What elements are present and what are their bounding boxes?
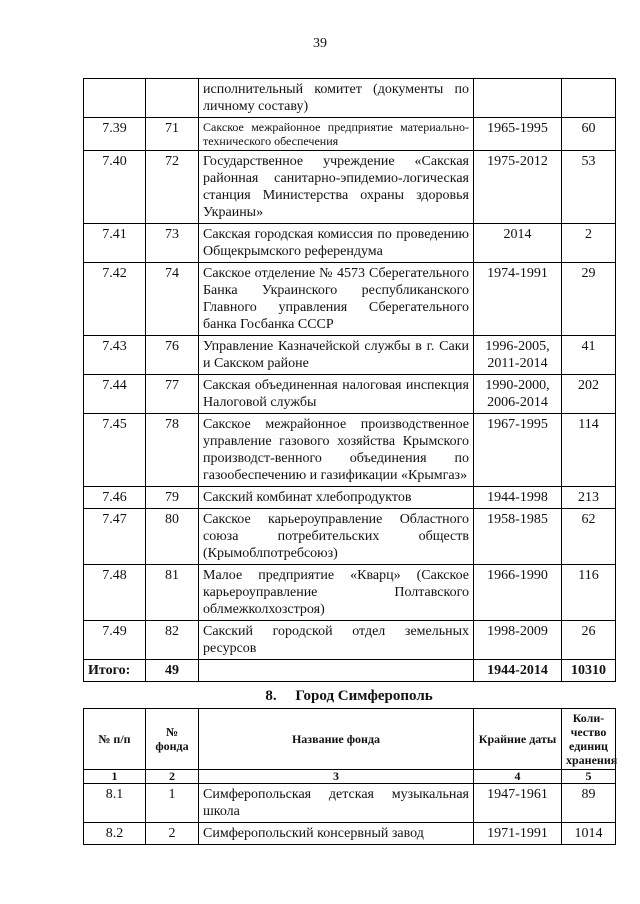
cell-num: 7.49 bbox=[84, 621, 146, 660]
header-row bbox=[84, 709, 616, 770]
cell-count: 53 bbox=[562, 151, 616, 224]
index-cell: 5 bbox=[562, 770, 616, 784]
cell-count: 2 bbox=[562, 224, 616, 263]
cell-name: Сакское межрайонное предприятие материально-технического обеспечения bbox=[199, 118, 474, 151]
cell-num: 7.42 bbox=[84, 263, 146, 336]
cell-name: Сакское межрайонное производственное управление газового хозяйства Крымского производст-венного объединения по газообеспечению и газификации «Крымгаз» bbox=[199, 414, 474, 487]
cell-name: Управление Казначейской службы в г. Саки и Сакском районе bbox=[199, 336, 474, 375]
cell-num: 8.2 bbox=[84, 823, 146, 845]
cell-fund: 82 bbox=[146, 621, 199, 660]
total-count: 10310 bbox=[562, 660, 616, 682]
header-fund: № фонда bbox=[146, 709, 199, 770]
total-dates: 1944-2014 bbox=[474, 660, 562, 682]
cell-num: 7.40 bbox=[84, 151, 146, 224]
section-name: Город Симферополь bbox=[295, 688, 433, 704]
cell-name: Сакское карьероуправление Областного союза потребительских обществ (Крымоблпотребсоюз) bbox=[199, 509, 474, 565]
cell-name: Сакский городской отдел земельных ресурсов bbox=[199, 621, 474, 660]
cell-fund: 80 bbox=[146, 509, 199, 565]
cell-count: 26 bbox=[562, 621, 616, 660]
cell-num: 7.47 bbox=[84, 509, 146, 565]
header-name: Название фонда bbox=[199, 709, 474, 770]
cell-dates: 1967-1995 bbox=[474, 414, 562, 487]
cell-count: 1014 bbox=[562, 823, 616, 845]
table-row bbox=[84, 263, 616, 336]
total-label: Итого: bbox=[84, 660, 146, 682]
cell-fund: 72 bbox=[146, 151, 199, 224]
cell-name: Государственное учреждение «Сакская районная санитарно-эпидемио-логическая станция Министерства охраны здоровья Украины» bbox=[199, 151, 474, 224]
cell-name: Малое предприятие «Кварц» (Сакское карьероуправление Полтавского облмежколхозстроя) bbox=[199, 565, 474, 621]
table-row bbox=[84, 118, 616, 151]
cell-dates: 1966-1990 bbox=[474, 565, 562, 621]
cell-num: 7.46 bbox=[84, 487, 146, 509]
cell-fund: 78 bbox=[146, 414, 199, 487]
cell-count: 62 bbox=[562, 509, 616, 565]
cell-name: Сакская городская комиссия по проведению Общекрымского референдума bbox=[199, 224, 474, 263]
cell-num: 7.39 bbox=[84, 118, 146, 151]
cell-fund: 1 bbox=[146, 784, 199, 823]
cell-dates: 1990-2000, 2006-2014 bbox=[474, 375, 562, 414]
cell-count: 114 bbox=[562, 414, 616, 487]
cell-dates: 1974-1991 bbox=[474, 263, 562, 336]
table-row bbox=[84, 784, 616, 823]
cell-count: 213 bbox=[562, 487, 616, 509]
table-row bbox=[84, 79, 616, 118]
index-cell: 4 bbox=[474, 770, 562, 784]
cell-num: 7.44 bbox=[84, 375, 146, 414]
total-fund-count: 49 bbox=[146, 660, 199, 682]
cell-name: Симферопольский консервный завод bbox=[199, 823, 474, 845]
total-empty bbox=[199, 660, 474, 682]
section-number: 8. bbox=[265, 688, 277, 704]
cell-name: Симферопольская детская музыкальная школа bbox=[199, 784, 474, 823]
cell-dates: 1944-1998 bbox=[474, 487, 562, 509]
cell-num: 7.41 bbox=[84, 224, 146, 263]
cell-name: Сакская объединенная налоговая инспекция Налоговой службы bbox=[199, 375, 474, 414]
table-row bbox=[84, 375, 616, 414]
cell-name: Сакское отделение № 4573 Сберегательного Банка Украинского республиканского Главного управления Сберегательного банка Госбанка СССР bbox=[199, 263, 474, 336]
header-dates: Крайние даты bbox=[474, 709, 562, 770]
table-row bbox=[84, 565, 616, 621]
cell-fund: 74 bbox=[146, 263, 199, 336]
cell-count: 116 bbox=[562, 565, 616, 621]
cell-count: 202 bbox=[562, 375, 616, 414]
table-row bbox=[84, 151, 616, 224]
index-cell: 3 bbox=[199, 770, 474, 784]
table-row bbox=[84, 487, 616, 509]
cell-name: Сакский комбинат хлебопродуктов bbox=[199, 487, 474, 509]
cell-num: 7.45 bbox=[84, 414, 146, 487]
table-row bbox=[84, 509, 616, 565]
cell-count: 89 bbox=[562, 784, 616, 823]
section-title bbox=[83, 688, 615, 705]
cell-num: 8.1 bbox=[84, 784, 146, 823]
table-row bbox=[84, 621, 616, 660]
cell-num: 7.43 bbox=[84, 336, 146, 375]
index-cell: 2 bbox=[146, 770, 199, 784]
table-row bbox=[84, 336, 616, 375]
cell-dates: 2014 bbox=[474, 224, 562, 263]
header-count: Коли-чество единиц хранения bbox=[562, 709, 616, 770]
cell-fund: 71 bbox=[146, 118, 199, 151]
table-row bbox=[84, 414, 616, 487]
index-row bbox=[84, 770, 616, 784]
cell-dates: 1965-1995 bbox=[474, 118, 562, 151]
cell-name: исполнительный комитет (документы по личному составу) bbox=[199, 79, 474, 118]
cell-fund: 73 bbox=[146, 224, 199, 263]
cell-count: 41 bbox=[562, 336, 616, 375]
cell-fund: 79 bbox=[146, 487, 199, 509]
cell-fund: 77 bbox=[146, 375, 199, 414]
cell-num bbox=[84, 79, 146, 118]
cell-fund bbox=[146, 79, 199, 118]
cell-count: 29 bbox=[562, 263, 616, 336]
cell-dates: 1998-2009 bbox=[474, 621, 562, 660]
cell-count bbox=[562, 79, 616, 118]
index-cell: 1 bbox=[84, 770, 146, 784]
cell-fund: 81 bbox=[146, 565, 199, 621]
header-num: № п/п bbox=[84, 709, 146, 770]
cell-fund: 76 bbox=[146, 336, 199, 375]
cell-dates: 1975-2012 bbox=[474, 151, 562, 224]
table-row bbox=[84, 224, 616, 263]
cell-count: 60 bbox=[562, 118, 616, 151]
cell-dates bbox=[474, 79, 562, 118]
cell-dates: 1958-1985 bbox=[474, 509, 562, 565]
cell-dates: 1947-1961 bbox=[474, 784, 562, 823]
total-row bbox=[84, 660, 616, 682]
cell-fund: 2 bbox=[146, 823, 199, 845]
cell-dates: 1971-1991 bbox=[474, 823, 562, 845]
page-number: 39 bbox=[313, 36, 327, 51]
archive-table-top bbox=[83, 78, 616, 682]
cell-dates: 1996-2005, 2011-2014 bbox=[474, 336, 562, 375]
table-row bbox=[84, 823, 616, 845]
archive-table-bottom bbox=[83, 708, 616, 845]
cell-num: 7.48 bbox=[84, 565, 146, 621]
